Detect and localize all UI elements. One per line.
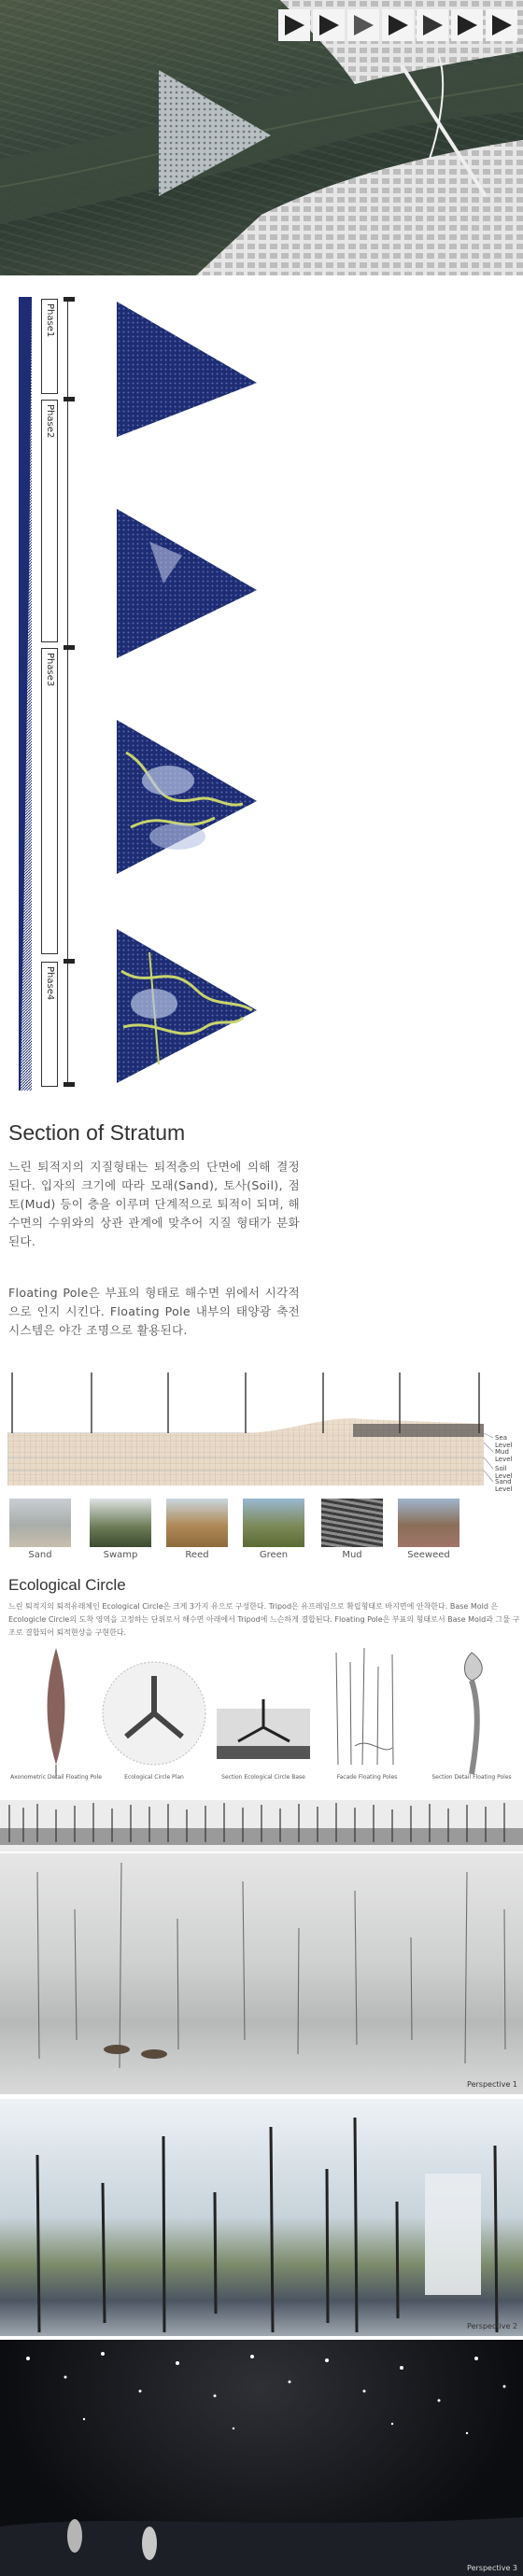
- timeline-bar: [17, 297, 35, 1091]
- stratum-paragraph: 느린 퇴적지의 지질형태는 퇴적층의 단면에 의해 결정된다. 입자의 크기에 따라 모래(Sand), 토사(Soil), 점토(Mud) 등이 층을 이루며 단계적으로 퇴적이 되며, 해수면의 수위와의 상관 관계에 맞추어 지질 형태가 분화된다.: [8, 1160, 300, 1248]
- bracket-tick: [64, 645, 75, 650]
- level-label: Soil Level: [495, 1465, 513, 1480]
- habitat-label: Reed: [185, 1550, 209, 1560]
- phase1-site-triangle: [112, 297, 262, 446]
- habitat-label: Swamp: [103, 1550, 138, 1560]
- phase-label: Phase3: [45, 653, 55, 687]
- phase4-site-triangle: [112, 924, 262, 1088]
- arrow-icon: [382, 9, 414, 41]
- phase-label: Phase4: [45, 966, 55, 1001]
- arrow-icon: [451, 9, 483, 41]
- arrow-icon: [417, 9, 448, 41]
- level-label: Mud Level: [495, 1448, 513, 1463]
- arrow-icon: [313, 9, 345, 41]
- perspective-caption: Perspective 2: [467, 2322, 517, 2330]
- perspective-2-drawing: [0, 2099, 523, 2336]
- component-caption: Ecological Circle Plan: [124, 1774, 184, 1781]
- component-caption: Facade Floating Poles: [336, 1774, 398, 1781]
- perspective-1-drawing: [0, 1853, 523, 2094]
- perspective-3-drawing: [0, 2340, 523, 2576]
- phase2-site-triangle: [112, 504, 262, 663]
- phase-arrow-strip: [278, 9, 517, 41]
- arrow-icon: [347, 9, 379, 41]
- ecological-paragraph: 느린 퇴적지의 퇴적유래체인 Ecological Circle은 크게 3가지 유으로 구성한다. Tripod은 유프레임으로 확립형태로 바지면에 안착한다. Base Mold 은 Ecologicle Circle의 도착 영역을 고정하는 단위로서 해수면 아래에서 Tripod에 느슨하게 결합된다. Floating Pole은 부표의 형태로서 Base Mold과 그물 구조로 결합되어 퇴적현상을 구현한다.: [8, 1602, 520, 1637]
- arrow-icon: [486, 9, 517, 41]
- phase-bracket: [67, 300, 68, 1085]
- bracket-tick: [64, 959, 75, 964]
- level-label: Sea Level: [495, 1434, 513, 1449]
- pole-elevation-strip: [0, 1800, 523, 1851]
- habitat-photo-green: [243, 1499, 304, 1547]
- arrow-icon: [278, 9, 310, 41]
- habitat-photo-seaweed: [398, 1499, 459, 1547]
- habitat-photo-swamp: [90, 1499, 151, 1547]
- component-caption: Section Ecological Circle Base: [221, 1774, 305, 1781]
- phase3-site-triangle: [112, 715, 262, 879]
- component-caption: Axonometric Detail Floating Pole: [10, 1774, 102, 1781]
- habitat-label: Seeweed: [407, 1550, 450, 1560]
- floating-pole-paragraph: Floating Pole은 부표의 형태로 해수면 위에서 시각적으로 인지 시킨다. Floating Pole 내부의 태양광 축전시스템은 야간 조명으로 활용된다.: [8, 1286, 300, 1337]
- phase-box: [41, 400, 58, 642]
- bracket-tick: [64, 397, 75, 401]
- habitat-photo-reed: [166, 1499, 228, 1547]
- ecological-title: Ecological Circle: [8, 1576, 126, 1594]
- map-drawing: [0, 0, 523, 275]
- habitat-label: Sand: [28, 1550, 52, 1560]
- perspective-caption: Perspective 1: [467, 2080, 517, 2089]
- phase-box: [41, 962, 58, 1087]
- bracket-tick: [64, 297, 75, 302]
- phase-box: [41, 299, 58, 394]
- habitat-label: Mud: [342, 1550, 362, 1560]
- level-label: Sand Level: [495, 1478, 513, 1493]
- perspective-1-image: [0, 1853, 523, 2094]
- phase-label: Phase2: [45, 404, 55, 439]
- perspective-2-image: [0, 2099, 523, 2336]
- section-title: Section of Stratum: [8, 1120, 186, 1145]
- phase-box: [41, 648, 58, 954]
- habitat-label: Green: [259, 1550, 289, 1560]
- phase-label: Phase1: [45, 303, 55, 338]
- stratum-section-diagram: [7, 1368, 523, 1494]
- perspective-caption: Perspective 3: [467, 2564, 517, 2572]
- habitat-photo-sand: [9, 1499, 71, 1547]
- habitat-photo-mud: [321, 1499, 383, 1547]
- component-caption: Section Detail Floating Poles: [431, 1774, 512, 1781]
- ecological-components-drawings: [0, 1643, 523, 1793]
- bracket-tick: [64, 1082, 75, 1087]
- aerial-site-map: [0, 0, 523, 275]
- perspective-3-image: [0, 2340, 523, 2576]
